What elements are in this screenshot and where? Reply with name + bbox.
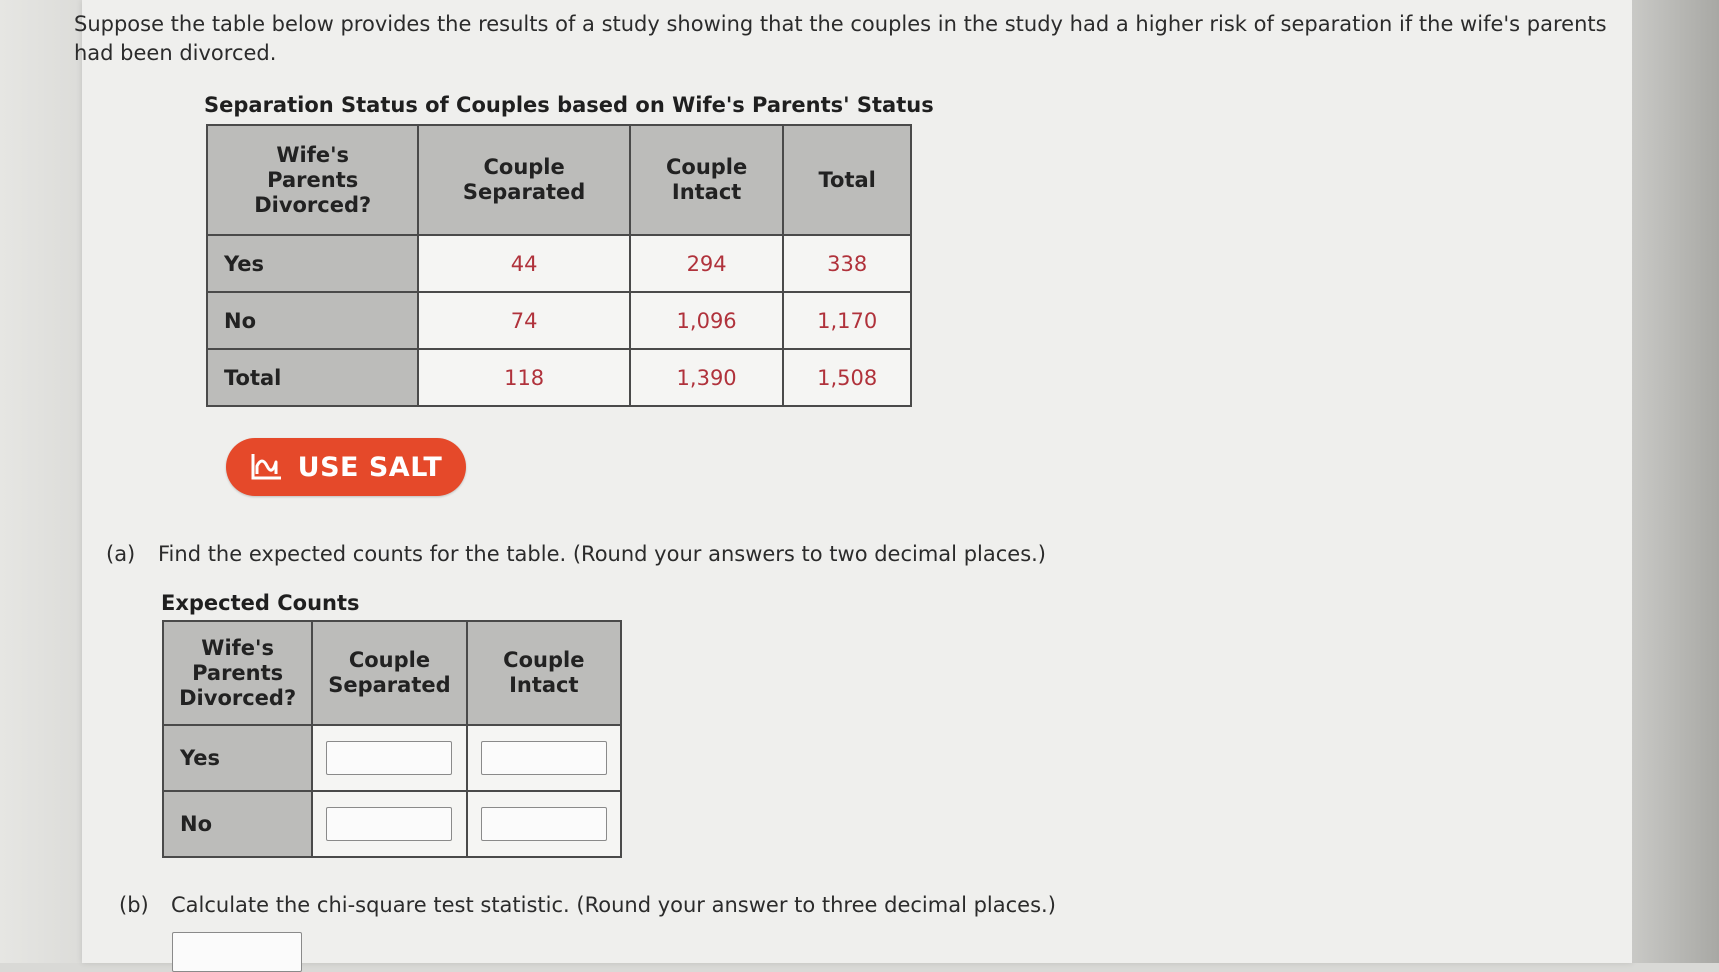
background-right — [1632, 0, 1719, 963]
expected-table — [162, 620, 622, 858]
observed-table — [206, 124, 912, 407]
question-b-label: (b) — [119, 893, 149, 917]
expected-cell — [467, 791, 621, 857]
row-label-yes: Yes — [207, 235, 418, 292]
cell-value: 294 — [630, 235, 784, 292]
background-left — [0, 0, 82, 963]
header-wifes-parents-divorced: Wife's Parents Divorced? — [163, 621, 312, 725]
cell-value: 1,390 — [630, 349, 784, 406]
cell-value: 1,170 — [783, 292, 911, 349]
question-a-label: (a) — [106, 542, 136, 566]
expected-yes-separated-input[interactable] — [326, 741, 452, 775]
cell-value: 118 — [418, 349, 629, 406]
intro-text: Suppose the table below provides the results of a study showing that the couples in the study had a higher risk of separation if the wife's parents had been divorced. — [74, 12, 1607, 65]
observed-table-title: Separation Status of Couples based on Wife's Parents' Status — [204, 93, 934, 117]
cell-value: 74 — [418, 292, 629, 349]
expected-cell — [312, 791, 466, 857]
cell-value: 44 — [418, 235, 629, 292]
row-label-no: No — [207, 292, 418, 349]
table-row — [207, 235, 911, 292]
expected-table-title: Expected Counts — [161, 591, 360, 615]
use-salt-button[interactable] — [226, 438, 466, 496]
row-label-yes: Yes — [163, 725, 312, 791]
header-couple-intact: Couple Intact — [467, 621, 621, 725]
expected-header-row — [163, 621, 621, 725]
question-b-text: Calculate the chi-square test statistic. (Round your answer to three decimal places.) — [171, 893, 1056, 917]
use-salt-label: USE SALT — [297, 451, 443, 483]
expected-no-separated-input[interactable] — [326, 807, 452, 841]
salt-chart-icon — [250, 452, 284, 482]
header-couple-separated: Couple Separated — [418, 125, 629, 235]
expected-no-intact-input[interactable] — [481, 807, 607, 841]
header-wifes-parents-divorced: Wife's Parents Divorced? — [207, 125, 418, 235]
cell-value: 338 — [783, 235, 911, 292]
question-a-text: Find the expected counts for the table. (Round your answers to two decimal places.) — [158, 542, 1046, 566]
table-row — [163, 791, 621, 857]
expected-yes-intact-input[interactable] — [481, 741, 607, 775]
header-couple-intact: Couple Intact — [630, 125, 784, 235]
header-couple-separated: Couple Separated — [312, 621, 466, 725]
question-a — [106, 542, 1046, 566]
observed-header-row — [207, 125, 911, 235]
table-row — [163, 725, 621, 791]
question-b — [119, 893, 1056, 917]
chi-square-input[interactable] — [172, 932, 302, 972]
table-row — [207, 349, 911, 406]
row-label-no: No — [163, 791, 312, 857]
cell-value: 1,508 — [783, 349, 911, 406]
expected-cell — [312, 725, 466, 791]
header-total: Total — [783, 125, 911, 235]
cell-value: 1,096 — [630, 292, 784, 349]
expected-cell — [467, 725, 621, 791]
table-row — [207, 292, 911, 349]
row-label-total: Total — [207, 349, 418, 406]
